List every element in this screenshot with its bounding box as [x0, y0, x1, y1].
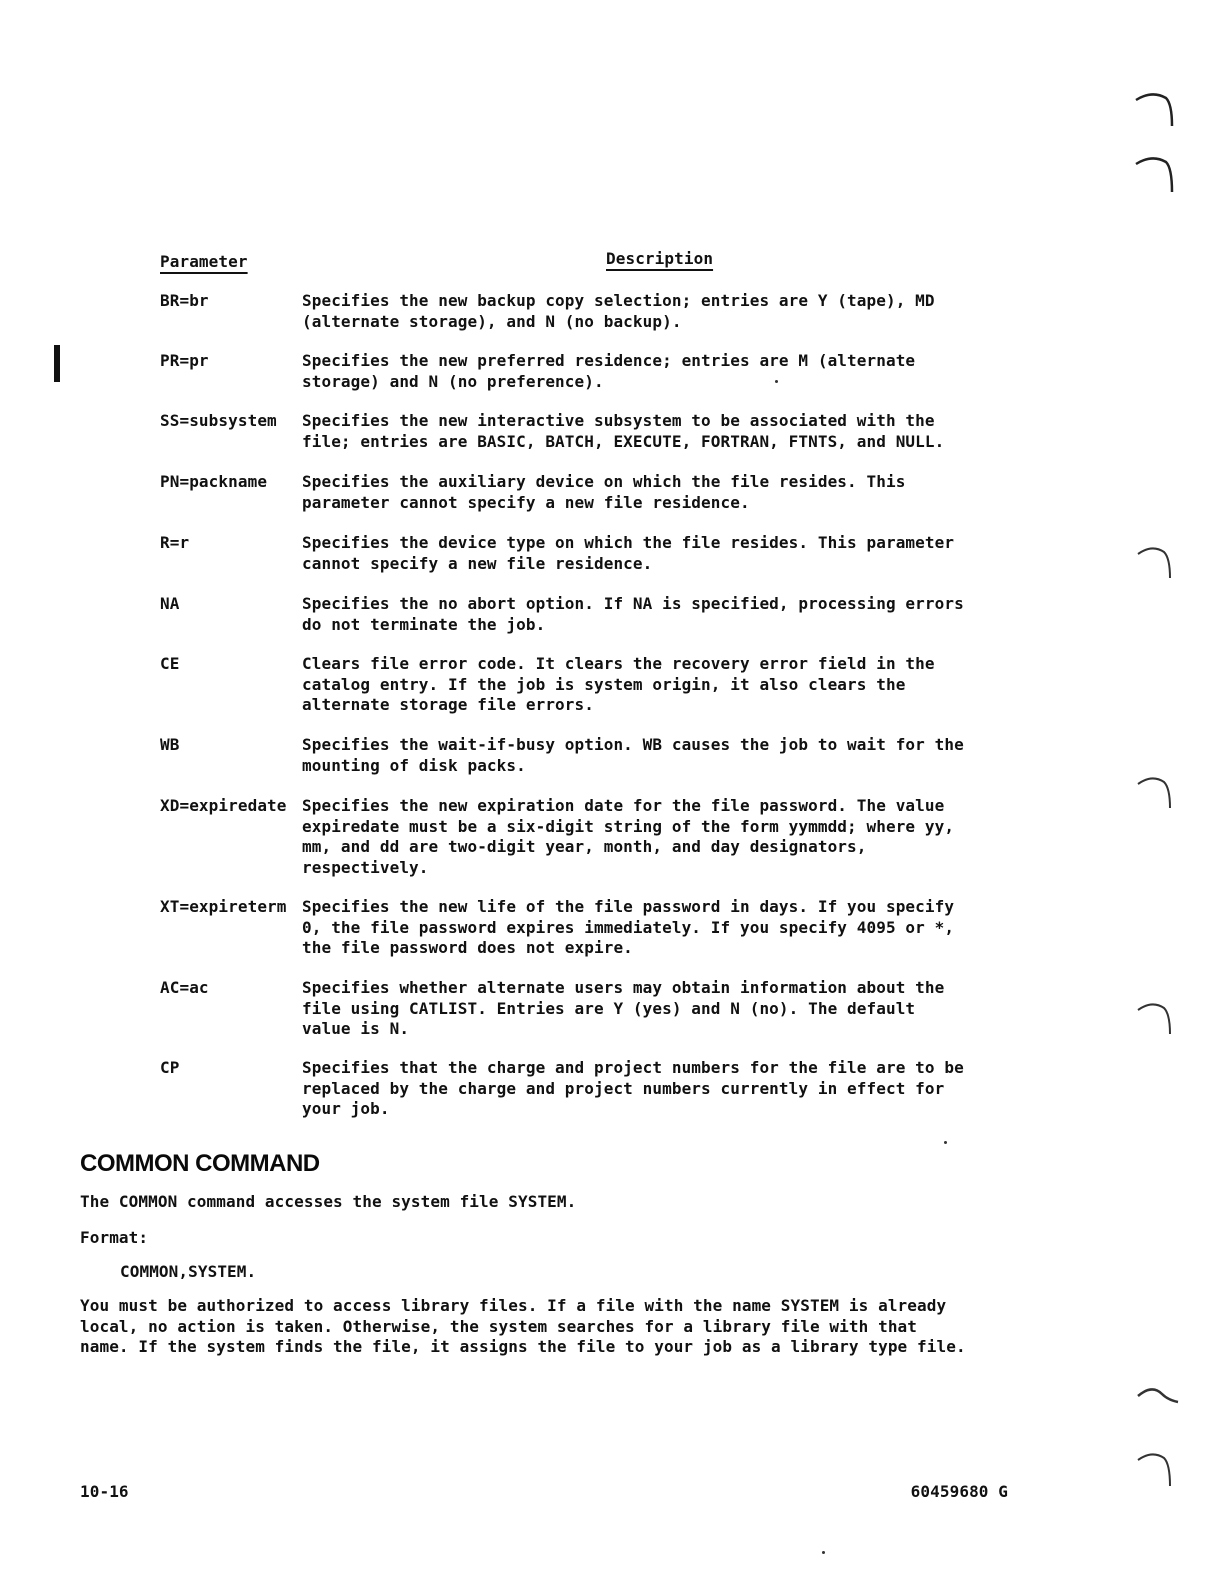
parameter-name: WB — [160, 735, 180, 754]
parameter-name: PR=pr — [160, 351, 209, 370]
parameter-description: Specifies the new preferred residence; entries are M (alternate storage) and N (no preference). — [302, 351, 916, 391]
punch-hole-mark — [1132, 770, 1180, 814]
parameter-description: Clears file error code. It clears the recovery error field in the catalog entry. If the job is system origin, it also clears the alternate storage file errors. — [302, 654, 935, 714]
description-column-header: Description — [606, 249, 714, 268]
parameter-description: Specifies the no abort option. If NA is specified, processing errors do not terminate the job. — [302, 594, 964, 634]
parameter-name: CP — [160, 1058, 180, 1077]
section-heading: COMMON COMMAND — [80, 1150, 320, 1177]
parameter-name: R=r — [160, 533, 190, 552]
parameter-description: Specifies that the charge and project numbers for the file are to be replaced by the charge and project numbers currently in effect for your job. — [302, 1058, 964, 1118]
parameter-description: Specifies the wait-if-busy option. WB causes the job to wait for the mounting of disk packs. — [302, 735, 964, 775]
change-bar — [54, 345, 60, 382]
punch-hole-mark — [1132, 88, 1180, 132]
parameter-column-header: Parameter — [160, 252, 248, 271]
punch-hole-mark — [1132, 996, 1180, 1040]
document-number: 60459680 G — [910, 1482, 1008, 1501]
parameter-name: SS=subsystem — [160, 411, 277, 430]
parameter-name: XT=expireterm — [160, 897, 287, 916]
section-intro: The COMMON command accesses the system file SYSTEM. — [80, 1192, 577, 1211]
section-body: You must be authorized to access library files. If a file with the name SYSTEM is already local, no action is taken. Otherwise, the system searches for a library file with that name. If the system finds the file, it assigns the file to your job as a library type file. — [80, 1296, 966, 1356]
punch-hole-mark — [1132, 152, 1180, 196]
parameter-description: Specifies the new interactive subsystem to be associated with the file; entries are BASIC, BATCH, EXECUTE, FORTRAN, FTNTS, and NULL. — [302, 411, 945, 451]
parameter-name: CE — [160, 654, 180, 673]
parameter-name: PN=packname — [160, 472, 268, 491]
punch-hole-mark — [1132, 1446, 1180, 1490]
punch-hole-mark — [1132, 1382, 1180, 1426]
scan-speck — [944, 1141, 947, 1144]
scan-speck — [822, 1551, 825, 1554]
parameter-description: Specifies the new backup copy selection; entries are Y (tape), MD (alternate storage), and N (no backup). — [302, 291, 935, 331]
parameter-description: Specifies the new life of the file password in days. If you specify 0, the file password expires immediately. If you specify 4095 or *, the file password does not expire. — [302, 897, 955, 957]
parameter-name: NA — [160, 594, 180, 613]
page-number: 10-16 — [80, 1482, 129, 1501]
punch-hole-mark — [1132, 540, 1180, 584]
format-example: COMMON,SYSTEM. — [120, 1262, 257, 1281]
parameter-name: BR=br — [160, 291, 209, 310]
parameter-description: Specifies whether alternate users may obtain information about the file using CATLIST. Entries are Y (yes) and N (no). The default value is N. — [302, 978, 945, 1038]
format-label: Format: — [80, 1228, 149, 1247]
parameter-name: XD=expiredate — [160, 796, 287, 815]
parameter-description: Specifies the new expiration date for the file password. The value expiredate must be a six-digit string of the form yymmdd; where yy, mm, and dd are two-digit year, month, and day designators, respectively. — [302, 796, 955, 877]
parameter-name: AC=ac — [160, 978, 209, 997]
parameter-description: Specifies the auxiliary device on which the file resides. This parameter cannot specify a new file residence. — [302, 472, 906, 512]
parameter-description: Specifies the device type on which the file resides. This parameter cannot specify a new file residence. — [302, 533, 955, 573]
